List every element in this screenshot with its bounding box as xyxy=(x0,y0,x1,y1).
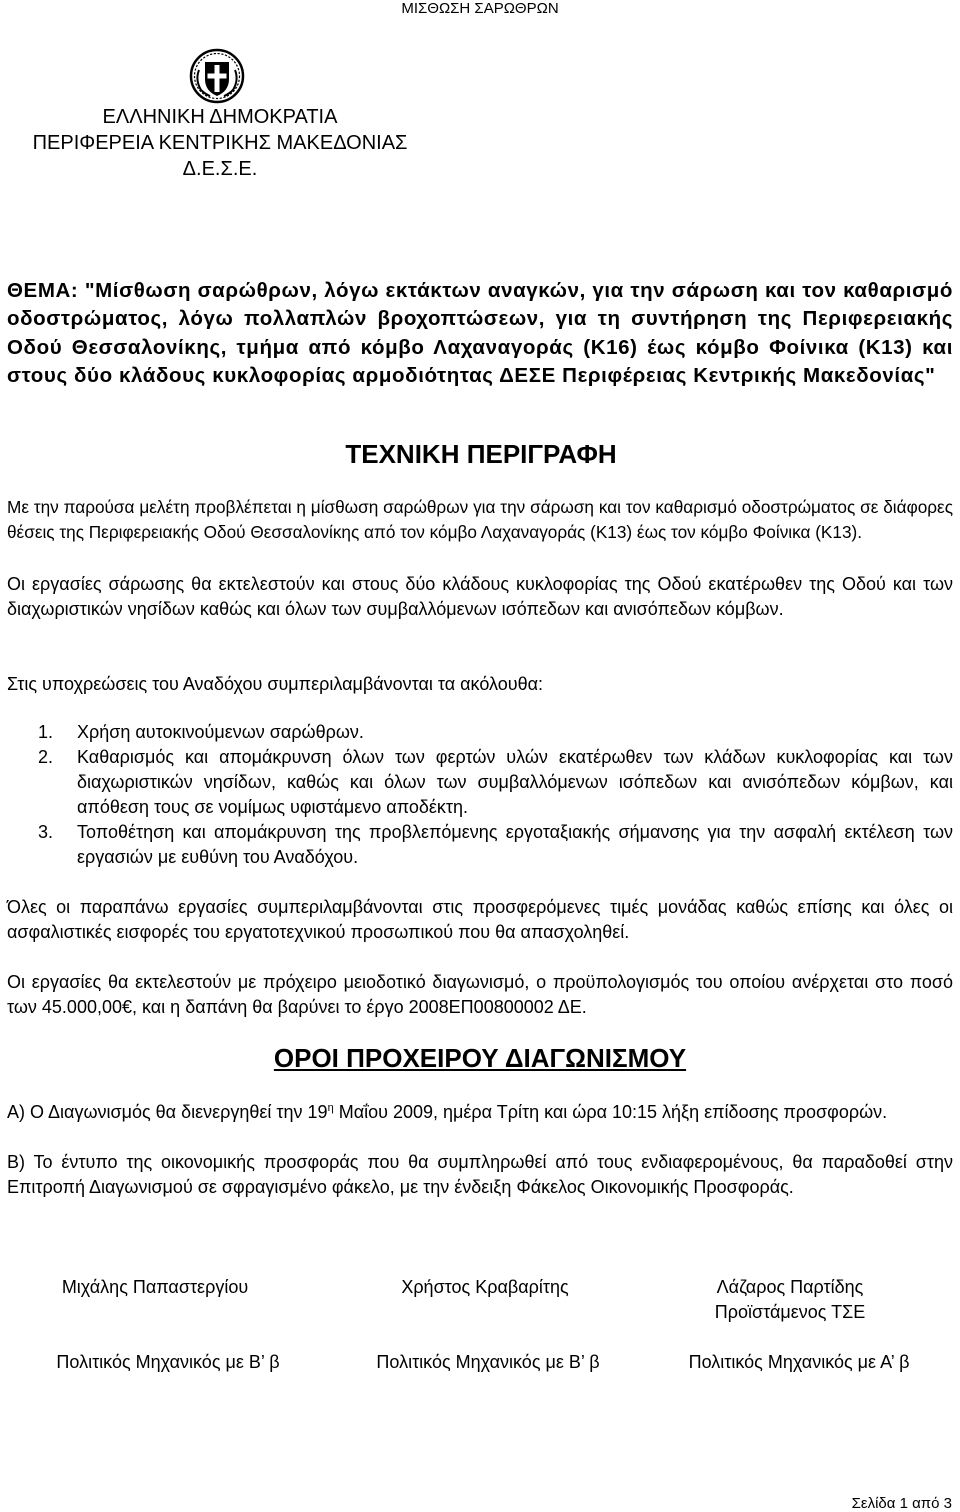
page-number: Σελίδα 1 από 3 xyxy=(851,1495,952,1512)
issuer-block xyxy=(0,104,440,182)
list-item-number: 2. xyxy=(38,747,54,767)
document-subject: ΘΕΜΑ: "Μίσθωση σαρώθρων, λόγω εκτάκτων αναγκών, για την σάρωση και τον καθαρισμό οδοστρώματος, λόγω πολλαπλών βροχοπτώσεων, για τη συντήρηση της Περιφερειακής Οδού Θεσσαλονίκης, τμήμα από κόμβο Λαχαναγοράς (Κ16) έως κόμβο Φοίνικα (Κ13) και στους δύο κλάδους κυκλοφορίας αρμοδιότητας ΔΕΣΕ Περιφέρειας Κεντρικής Μακεδονίας" xyxy=(7,279,953,388)
tender-terms-heading: ΟΡΟΙ ΠΡΟΧΕΙΡΟΥ ΔΙΑΓΩΝΙΣΜΟΥ xyxy=(273,1043,687,1073)
signatory-title-3: Προϊστάμενος ΤΣΕ xyxy=(714,1302,866,1322)
list-item xyxy=(7,820,953,870)
signatory-role-2: Πολιτικός Μηχανικός με Β’ β xyxy=(376,1352,600,1372)
works-paragraph: Οι εργασίες σάρωσης θα εκτελεστούν και στους δύο κλάδους κυκλοφορίας της Οδού εκατέρωθεν της Οδού και των διαχωριστικών νησίδων καθώς και όλων των συμβαλλόμενων ισόπεδων και ανισόπεδων κόμβων. xyxy=(7,574,953,619)
list-item xyxy=(7,745,953,820)
list-item-text: Τοποθέτηση και απομάκρυνση της προβλεπόμενης εργοταξιακής σήμανσης για την ασφαλή εκτέλεση των εργασιών με ευθύνη του Αναδόχου. xyxy=(77,822,953,867)
term-a-text-end: Μαΐου 2009, ημέρα Τρίτη και ώρα 10:15 λήξη επίδοσης προσφορών. xyxy=(333,1102,888,1122)
issuer-country: ΕΛΛΗΝΙΚΗ ΔΗΜΟΚΡΑΤΙΑ xyxy=(102,106,338,128)
budget-paragraph: Οι εργασίες θα εκτελεστούν με πρόχειρο μειοδοτικό διαγωνισμό, ο προϋπολογισμός του οποίου ανέρχεται στο ποσό των 45.000,00€, και η δαπάνη θα βαρύνει το έργο 2008ΕΠ00800002 ΔΕ. xyxy=(7,972,953,1017)
term-a-text-start: Α) Ο Διαγωνισμός θα διενεργηθεί την 19 xyxy=(7,1102,328,1122)
issuer-region: ΠΕΡΙΦΕΡΕΙΑ ΚΕΝΤΡΙΚΗΣ ΜΑΚΕΔΟΝΙΑΣ xyxy=(32,132,408,154)
obligations-list xyxy=(7,720,953,870)
list-item-number: 1. xyxy=(38,722,54,742)
technical-description-heading: ΤΕΧΝΙΚΗ ΠΕΡΙΓΡΑΦΗ xyxy=(345,439,617,469)
inclusions-paragraph: Όλες οι παραπάνω εργασίες συμπεριλαμβάνονται στις προσφερόμενες τιμές μονάδας καθώς επίσης και όλες οι ασφαλιστικές εισφορές του εργατοτεχνικού προσωπικού που θα απασχοληθεί. xyxy=(7,897,953,942)
issuer-department: Δ.Ε.Σ.Ε. xyxy=(182,158,258,180)
list-item-text: Καθαρισμός και απομάκρυνση όλων των φερτών υλών εκατέρωθεν των κλάδων κυκλοφορίας και των διαχωριστικών νησίδων, καθώς και όλων των συμβαλλόμενων ισόπεδων και ανισόπεδων κόμβων, και απόθεση τους σε νομίμως υφιστάμενο αποδέκτη. xyxy=(77,747,953,817)
list-item xyxy=(7,720,953,745)
signatory-role-1: Πολιτικός Μηχανικός με Β’ β xyxy=(56,1352,280,1372)
obligations-intro: Στις υποχρεώσεις του Αναδόχου συμπεριλαμβάνονται τα ακόλουθα: xyxy=(7,674,543,694)
list-item-text: Χρήση αυτοκινούμενων σαρώθρων. xyxy=(77,722,364,742)
signatory-name-1: Μιχάλης Παπαστεργίου xyxy=(61,1277,249,1297)
running-header: ΜΙΣΘΩΣΗ ΣΑΡΩΘΡΩΝ xyxy=(401,0,559,17)
term-b-paragraph: Β) Το έντυπο της οικονομικής προσφοράς που θα συμπληρωθεί από τους ενδιαφερομένους, θα παραδοθεί στην Επιτροπή Διαγωνισμού σε σφραγισμένο φάκελο, με την ένδειξη Φάκελος Οικονομικής Προσφοράς. xyxy=(7,1152,953,1197)
term-a-paragraph xyxy=(7,1100,953,1125)
signatory-name-2: Χρήστος Κραβαρίτης xyxy=(401,1277,569,1297)
term-a-ordinal: η xyxy=(327,1102,334,1114)
list-item-number: 3. xyxy=(38,822,54,842)
signatory-name-3: Λάζαρος Παρτίδης xyxy=(716,1277,864,1297)
intro-paragraph: Με την παρούσα μελέτη προβλέπεται η μίσθωση σαρώθρων για την σάρωση και τον καθαρισμό οδοστρώματος σε διάφορες θέσεις της Περιφερειακής Οδού Θεσσαλονίκης από τον κόμβο Λαχαναγοράς (Κ13) έως τον κόμβο Φοίνικα (Κ13). xyxy=(7,497,953,543)
signatory-role-3: Πολιτικός Μηχανικός με Α’ β xyxy=(688,1352,910,1372)
greek-state-emblem-icon xyxy=(189,48,245,104)
